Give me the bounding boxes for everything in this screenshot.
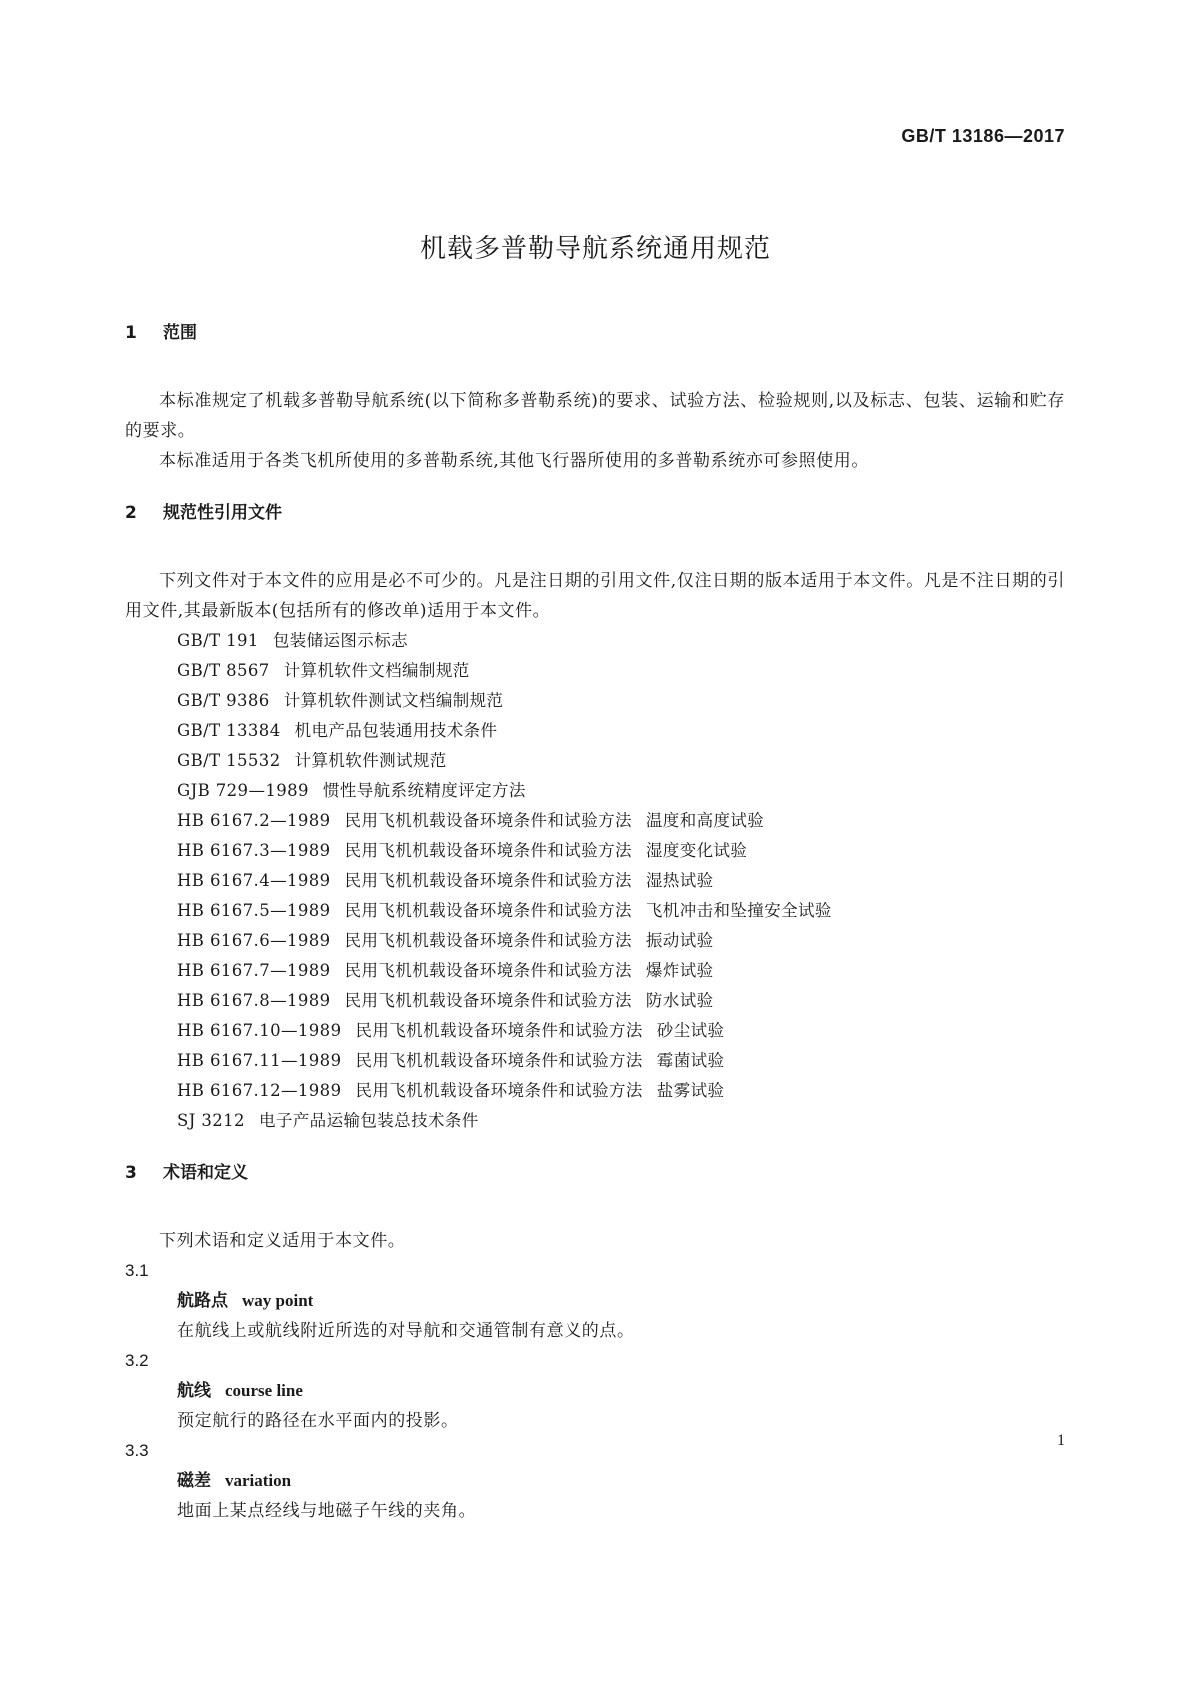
reference-title: 民用飞机机载设备环境条件和试验方法 [344, 991, 632, 1010]
reference-subtitle: 飞机冲击和坠撞安全试验 [645, 901, 832, 920]
term-entry [125, 1436, 1065, 1526]
reference-item [177, 1106, 1065, 1136]
reference-subtitle: 振动试验 [645, 931, 714, 950]
reference-subtitle: 湿热试验 [645, 871, 714, 890]
reference-item [177, 686, 1065, 716]
term-entry [125, 1346, 1065, 1436]
reference-subtitle: 爆炸试验 [645, 961, 714, 980]
term-name-en: variation [225, 1471, 292, 1490]
reference-title: 民用飞机机载设备环境条件和试验方法 [344, 871, 632, 890]
reference-subtitle: 湿度变化试验 [645, 841, 748, 860]
reference-code: HB 6167.12—1989 [177, 1081, 342, 1100]
reference-subtitle: 盐雾试验 [656, 1081, 725, 1100]
scope-paragraph-1: 本标准规定了机载多普勒导航系统(以下简称多普勒系统)的要求、试验方法、检验规则,以及标志、包装、运输和贮存的要求。 [125, 391, 1065, 441]
term-definition: 预定航行的路径在水平面内的投影。 [177, 1411, 459, 1431]
reference-title: 惯性导航系统精度评定方法 [322, 781, 526, 800]
section-number: 1 [125, 323, 137, 343]
reference-code: HB 6167.4—1989 [177, 871, 331, 890]
term-definition: 在航线上或航线附近所选的对导航和交通管制有意义的点。 [177, 1321, 635, 1341]
reference-code: HB 6167.3—1989 [177, 841, 331, 860]
reference-title: 民用飞机机载设备环境条件和试验方法 [344, 901, 632, 920]
document-title: 机载多普勒导航系统通用规范 [419, 234, 771, 264]
reference-code: GB/T 191 [177, 631, 259, 650]
reference-code: HB 6167.10—1989 [177, 1021, 342, 1040]
references-intro-paragraph: 下列文件对于本文件的应用是必不可少的。凡是注日期的引用文件,仅注日期的版本适用于本文件。凡是不注日期的引用文件,其最新版本(包括所有的修改单)适用于本文件。 [125, 571, 1065, 621]
section-title: 范围 [163, 323, 197, 343]
document-body [125, 318, 1065, 1526]
term-name [125, 1466, 1065, 1496]
term-name-cn: 航路点 [177, 1291, 228, 1311]
term-name-en: course line [225, 1381, 303, 1400]
term-name [125, 1286, 1065, 1316]
reference-subtitle: 砂尘试验 [656, 1021, 725, 1040]
reference-code: HB 6167.11—1989 [177, 1051, 342, 1070]
reference-item [177, 716, 1065, 746]
term-number: 3.3 [125, 1441, 149, 1460]
section-2-heading [125, 498, 1065, 528]
reference-item [177, 1046, 1065, 1076]
reference-title: 包装储运图示标志 [272, 631, 409, 650]
reference-code: GB/T 15532 [177, 751, 281, 770]
section-3-heading [125, 1158, 1065, 1188]
term-entry [125, 1256, 1065, 1346]
reference-title: 计算机软件测试规范 [294, 751, 447, 770]
reference-title: 电子产品运输包装总技术条件 [258, 1111, 479, 1130]
reference-code: HB 6167.6—1989 [177, 931, 331, 950]
term-name-cn: 磁差 [177, 1471, 211, 1491]
reference-item [177, 806, 1065, 836]
reference-code: GJB 729—1989 [177, 781, 309, 800]
reference-title: 民用飞机机载设备环境条件和试验方法 [344, 931, 632, 950]
reference-item [177, 836, 1065, 866]
term-name-cn: 航线 [177, 1381, 211, 1401]
term-name-en: way point [242, 1291, 314, 1310]
reference-title: 计算机软件测试文档编制规范 [283, 691, 504, 710]
reference-item [177, 926, 1065, 956]
reference-title: 计算机软件文档编制规范 [283, 661, 470, 680]
reference-title: 民用飞机机载设备环境条件和试验方法 [344, 961, 632, 980]
section-title: 术语和定义 [163, 1163, 248, 1183]
reference-title: 机电产品包装通用技术条件 [294, 721, 498, 740]
reference-list [125, 626, 1065, 1136]
reference-code: HB 6167.2—1989 [177, 811, 331, 830]
reference-item [177, 776, 1065, 806]
reference-item [177, 1076, 1065, 1106]
reference-item [177, 656, 1065, 686]
reference-item [177, 746, 1065, 776]
section-number: 3 [125, 1163, 137, 1183]
reference-item [177, 866, 1065, 896]
terms-intro-paragraph: 下列术语和定义适用于本文件。 [159, 1231, 406, 1251]
section-title: 规范性引用文件 [163, 503, 282, 523]
reference-code: SJ 3212 [177, 1111, 245, 1130]
term-name [125, 1376, 1065, 1406]
reference-title: 民用飞机机载设备环境条件和试验方法 [355, 1051, 643, 1070]
standard-number: GB/T 13186—2017 [901, 126, 1065, 146]
term-number: 3.1 [125, 1261, 149, 1280]
term-number: 3.2 [125, 1351, 149, 1370]
term-list [125, 1256, 1065, 1526]
reference-item [177, 1016, 1065, 1046]
reference-item [177, 956, 1065, 986]
reference-code: GB/T 13384 [177, 721, 281, 740]
scope-paragraph-2: 本标准适用于各类飞机所使用的多普勒系统,其他飞行器所使用的多普勒系统亦可参照使用。 [159, 451, 870, 471]
section-1-heading [125, 318, 1065, 348]
term-definition: 地面上某点经线与地磁子午线的夹角。 [177, 1501, 477, 1521]
reference-subtitle: 霉菌试验 [656, 1051, 725, 1070]
reference-subtitle: 防水试验 [645, 991, 714, 1010]
reference-title: 民用飞机机载设备环境条件和试验方法 [355, 1081, 643, 1100]
reference-item [177, 986, 1065, 1016]
reference-title: 民用飞机机载设备环境条件和试验方法 [355, 1021, 643, 1040]
reference-title: 民用飞机机载设备环境条件和试验方法 [344, 841, 632, 860]
reference-code: HB 6167.7—1989 [177, 961, 331, 980]
reference-title: 民用飞机机载设备环境条件和试验方法 [344, 811, 632, 830]
reference-code: HB 6167.8—1989 [177, 991, 331, 1010]
page-number: 1 [1057, 1432, 1065, 1449]
reference-item [177, 896, 1065, 926]
reference-code: GB/T 8567 [177, 661, 270, 680]
section-number: 2 [125, 503, 137, 523]
reference-code: HB 6167.5—1989 [177, 901, 331, 920]
reference-item [177, 626, 1065, 656]
reference-subtitle: 温度和高度试验 [645, 811, 765, 830]
reference-code: GB/T 9386 [177, 691, 270, 710]
